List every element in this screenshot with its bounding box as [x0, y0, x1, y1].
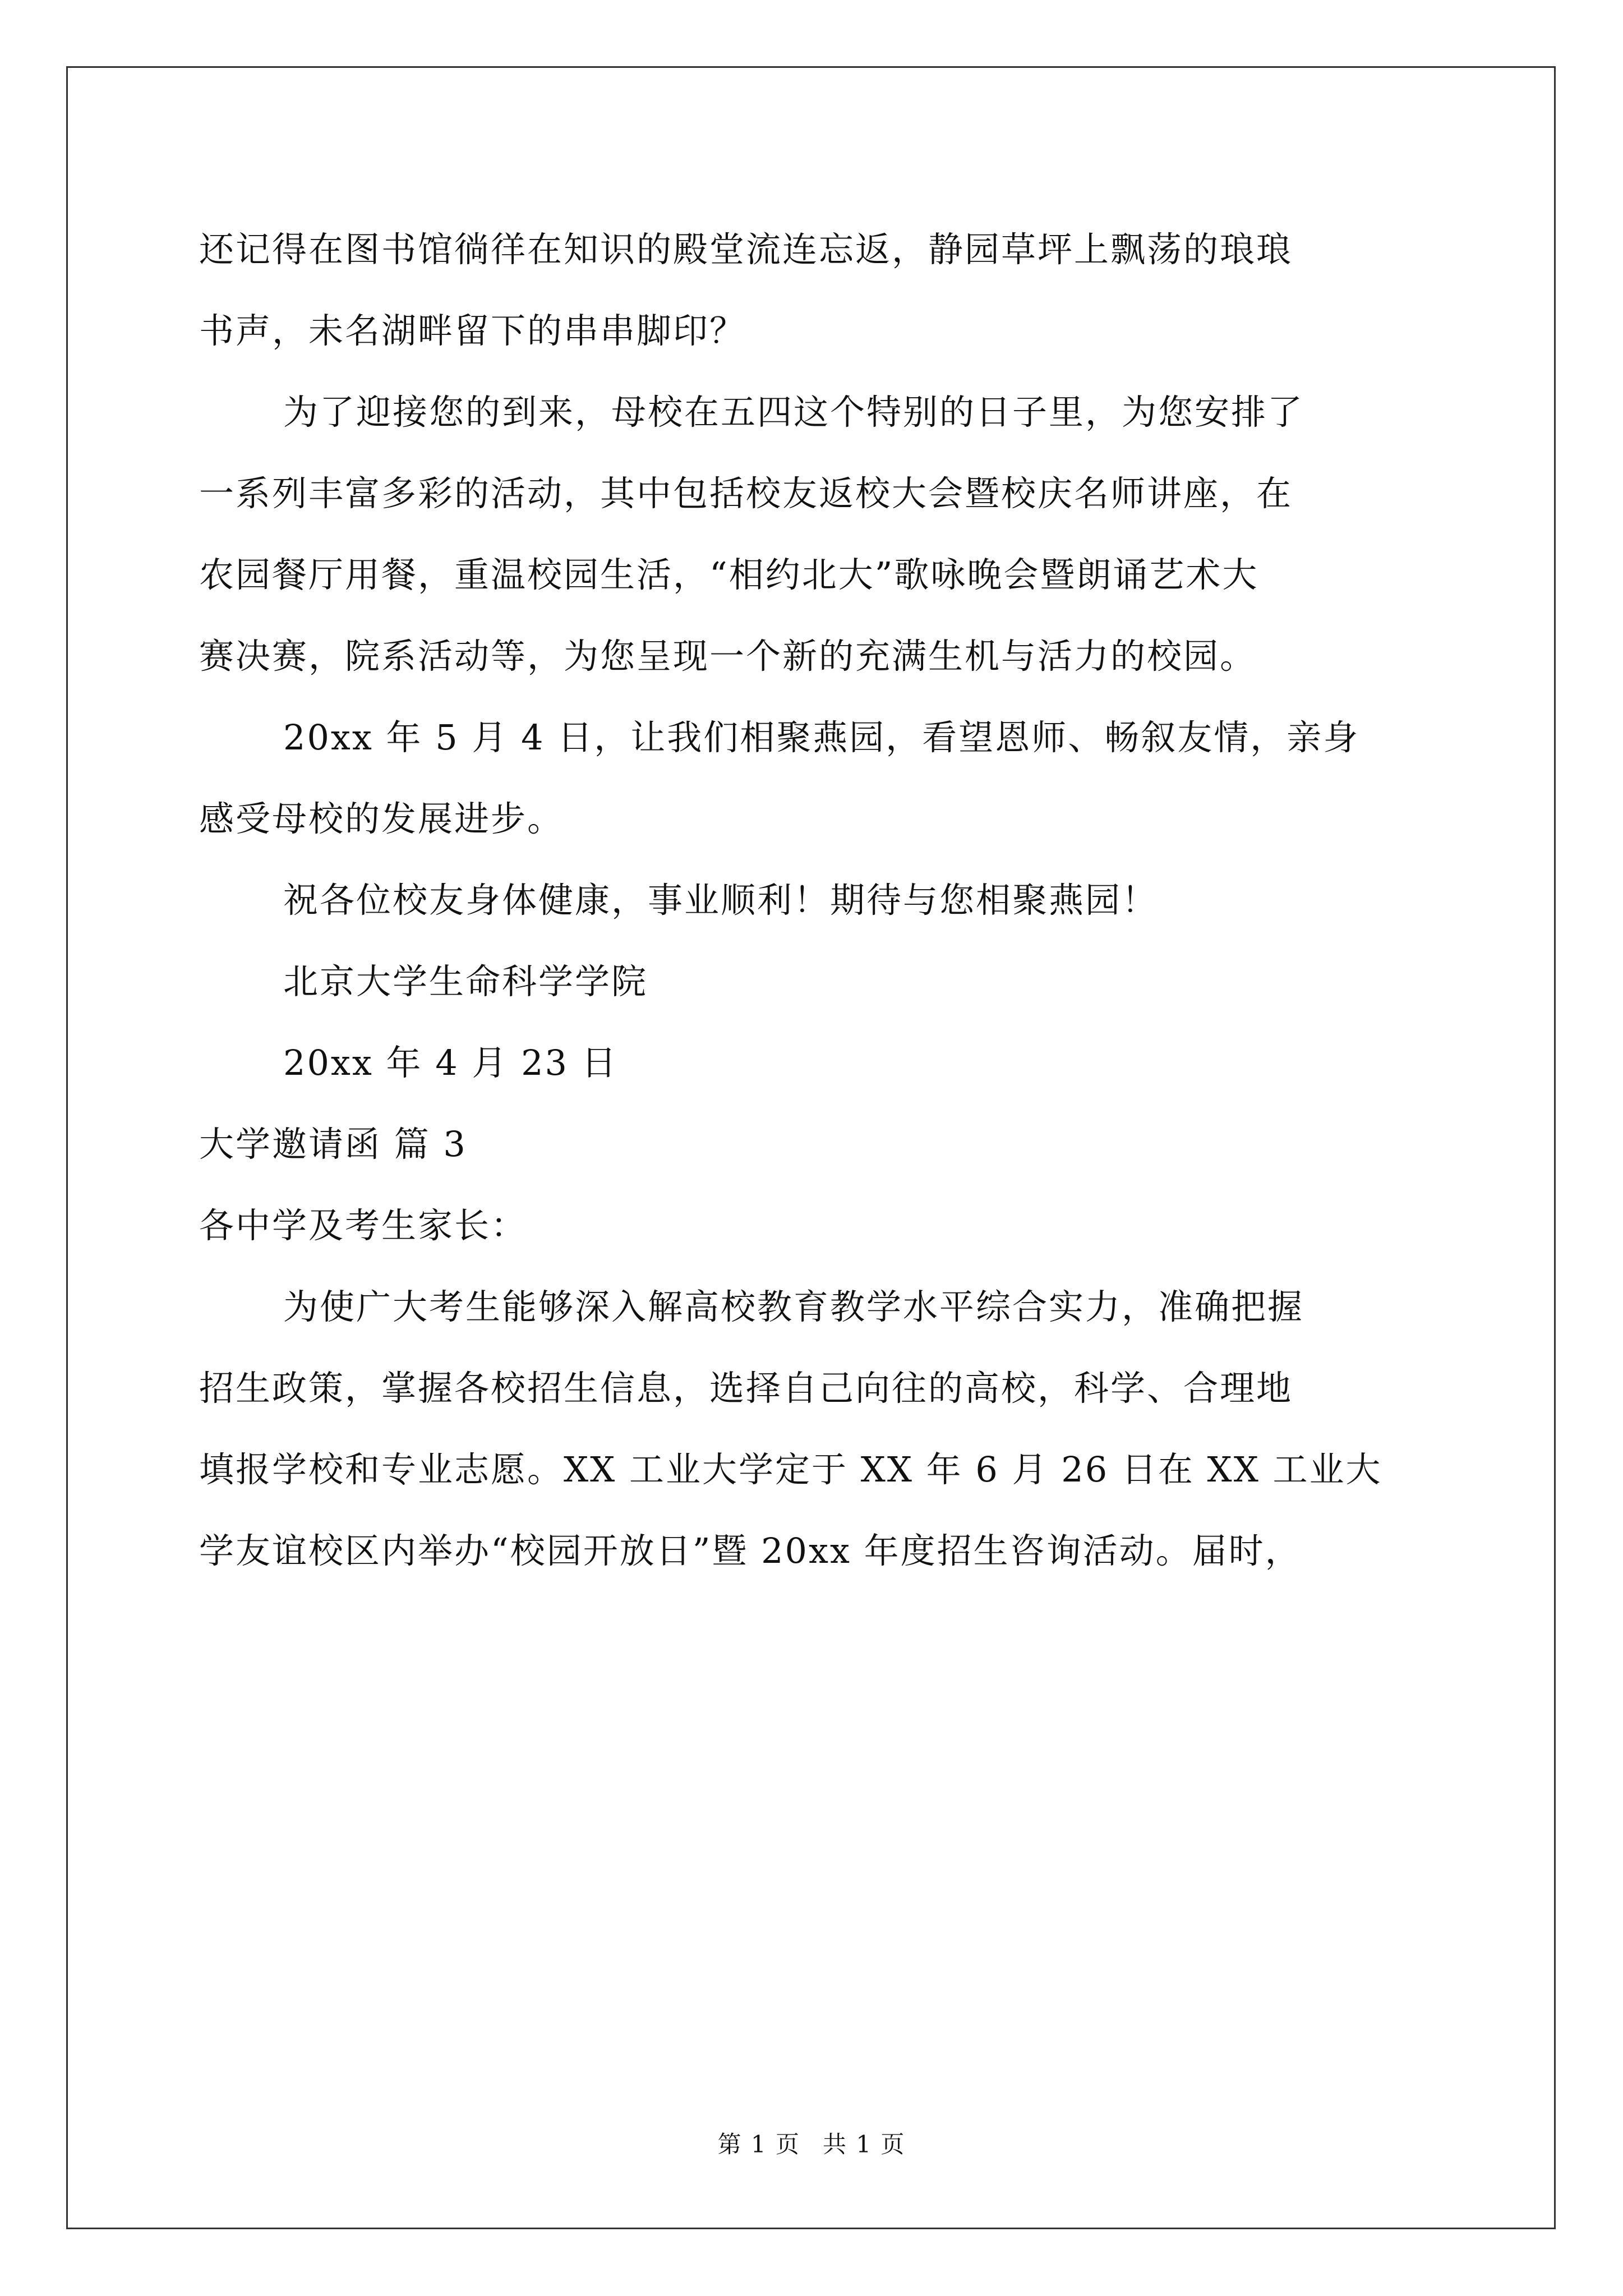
text-line: 招生政策，掌握各校招生信息，选择自己向往的高校，科学、合理地 [199, 1368, 1293, 1409]
text-line: 感受母校的发展进步。 [199, 798, 564, 839]
paragraph-activities [199, 371, 1430, 697]
text-line: 各中学及考生家长： [199, 1205, 528, 1246]
section-heading [199, 1103, 1430, 1185]
text-line: 书声，未名湖畔留下的串串脚印？ [199, 310, 746, 351]
text-line: 一系列丰富多彩的活动，其中包括校友返校大会暨校庆名师讲座，在 [199, 473, 1293, 514]
text-line: 赛决赛，院系活动等，为您呈现一个新的充满生机与活力的校园。 [199, 636, 1257, 677]
paragraph-memories [199, 209, 1430, 371]
signature-date [199, 1022, 1430, 1103]
page-number: 第 1 页 [717, 2131, 800, 2158]
text-line: 祝各位校友身体健康，事业顺利！期待与您相聚燕园！ [283, 880, 1159, 921]
text-line: 填报学校和专业志愿。XX 工业大学定于 XX 年 6 月 26 日在 XX 工业大 [199, 1449, 1382, 1490]
paragraph-date-invite [199, 697, 1430, 859]
text-line: 学友谊校区内举办“校园开放日”暨 20xx 年度招生咨询活动。届时， [199, 1530, 1302, 1571]
document-body [199, 209, 1430, 1591]
page-total: 共 1 页 [823, 2131, 906, 2158]
signature-organization [199, 941, 1430, 1022]
text-line: 农园餐厅用餐，重温校园生活，“相约北大”歌咏晚会暨朗诵艺术大 [199, 554, 1259, 595]
text-line: 为使广大考生能够深入解高校教育教学水平综合实力，准确把握 [283, 1286, 1304, 1327]
text-line: 还记得在图书馆徜徉在知识的殿堂流连忘返，静园草坪上飘荡的琅琅 [199, 229, 1293, 270]
paragraph-wishes [199, 859, 1430, 941]
text-line: 大学邀请函 篇 3 [199, 1124, 467, 1165]
salutation [199, 1185, 1430, 1266]
paragraph-open-day [199, 1266, 1430, 1591]
text-line: 20xx 年 5 月 4 日，让我们相聚燕园，看望恩师、畅叙友情，亲身 [283, 717, 1360, 758]
text-line: 北京大学生命科学学院 [283, 961, 648, 1002]
text-line: 20xx 年 4 月 23 日 [283, 1042, 618, 1083]
page-footer [0, 2126, 1623, 2160]
text-line: 为了迎接您的到来，母校在五四这个特别的日子里，为您安排了 [283, 392, 1304, 432]
